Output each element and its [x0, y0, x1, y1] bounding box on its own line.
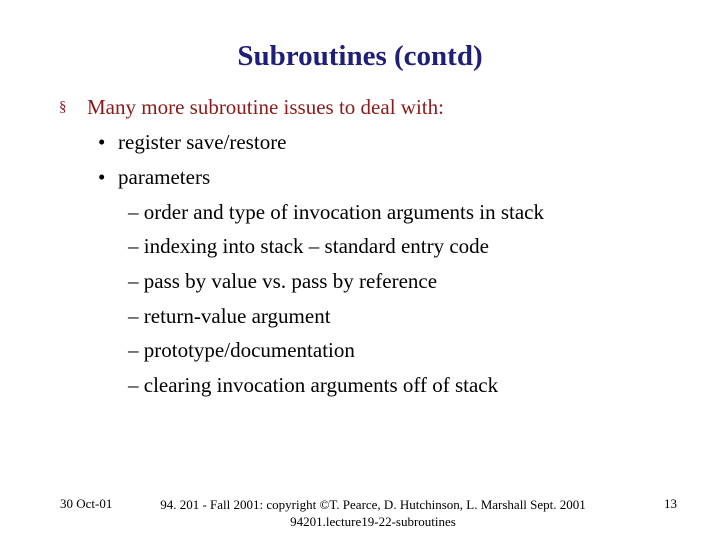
- page-number: 13: [664, 496, 677, 511]
- detail-item: – pass by value vs. pass by reference: [128, 269, 438, 293]
- detail-item: – indexing into stack – standard entry code: [128, 234, 489, 258]
- section-marker-icon: §: [59, 99, 67, 115]
- main-bullet-text: Many more subroutine issues to deal with:: [87, 95, 444, 119]
- detail-item: – prototype/documentation: [128, 338, 355, 362]
- footer-date: 30 Oct-01: [60, 496, 113, 511]
- footer-filename-line: 94201.lecture19-22-subroutines: [290, 514, 456, 529]
- sub-bullet-text: parameters: [118, 165, 211, 189]
- detail-item: – clearing invocation arguments off of stack: [128, 373, 499, 397]
- footer-copyright: [140, 496, 606, 530]
- slide-title: Subroutines (contd): [237, 40, 483, 72]
- sub-bullet-text: register save/restore: [118, 130, 287, 154]
- bullet-dot-icon: •: [98, 130, 106, 154]
- detail-item: – order and type of invocation arguments in stack: [128, 200, 545, 224]
- detail-item: – return-value argument: [128, 304, 331, 328]
- bullet-dot-icon: •: [98, 165, 106, 189]
- footer-copyright-line: 94. 201 - Fall 2001: copyright ©T. Pearce, D. Hutchinson, L. Marshall Sept. 2001: [160, 497, 586, 512]
